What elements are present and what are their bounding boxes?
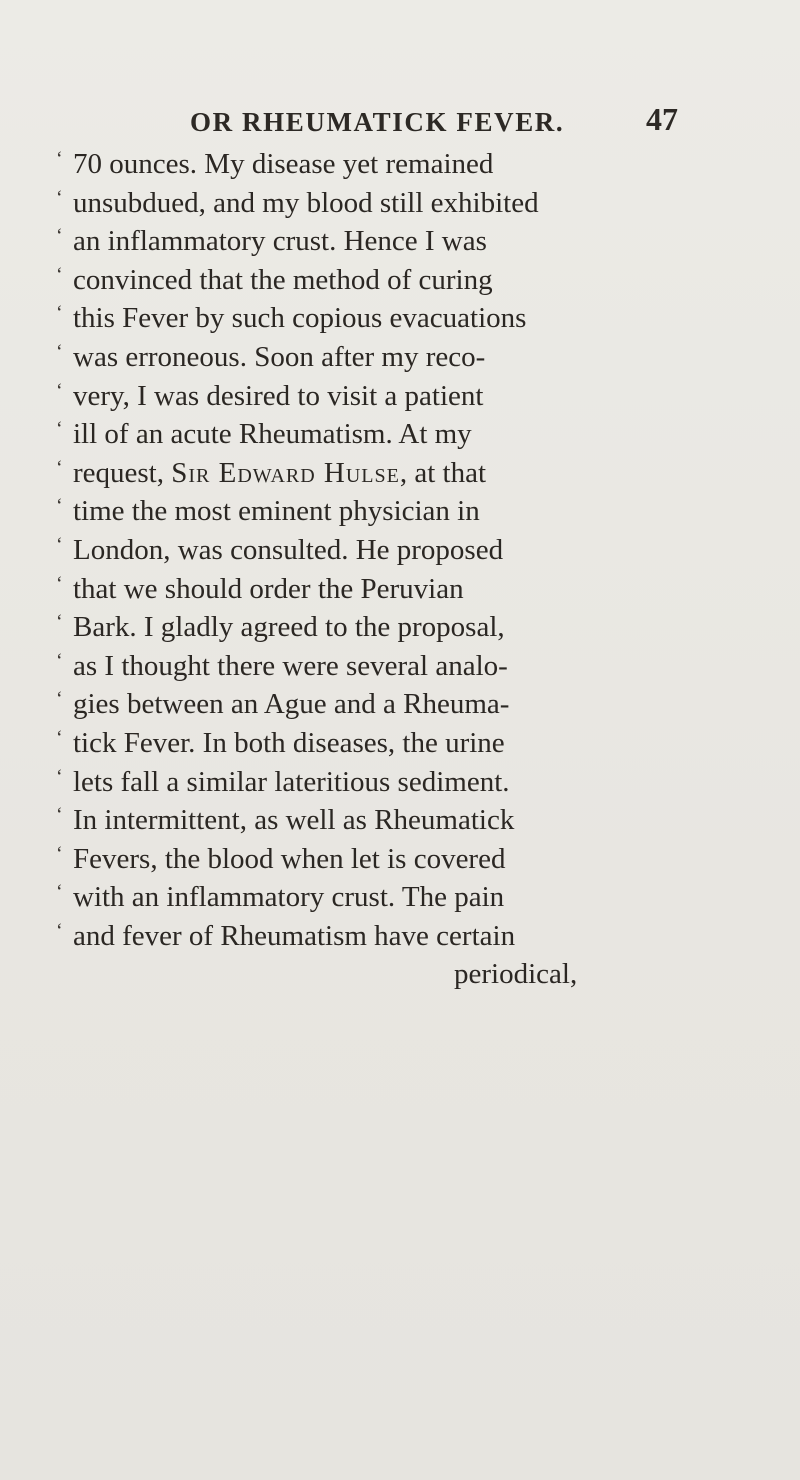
line-text: time the most eminent physician in	[73, 495, 480, 528]
text-line	[56, 878, 746, 917]
text-line	[56, 685, 746, 724]
quotation-mark: ‘	[56, 765, 63, 788]
quotation-mark: ‘	[56, 842, 63, 865]
line-text: London, was consulted. He proposed	[73, 533, 504, 566]
line-text: In intermittent, as well as Rheumatick	[73, 804, 515, 837]
text-line	[56, 917, 746, 956]
line-text: unsubdued, and my blood still exhibited	[73, 186, 539, 219]
line-text: as I thought there were several analo-	[73, 649, 508, 682]
line-text: very, I was desired to visit a patient	[73, 379, 484, 412]
quotation-mark: ‘	[56, 688, 63, 711]
text-line	[56, 840, 746, 879]
text-line	[56, 608, 746, 647]
text-line	[56, 763, 746, 802]
quotation-mark: ‘	[56, 572, 63, 595]
running-head: OR RHEUMATICK FEVER.	[190, 107, 565, 137]
text-line	[56, 222, 746, 261]
quotation-mark: ‘	[56, 881, 63, 904]
catchword-line	[56, 955, 746, 994]
catchword: periodical,	[454, 958, 578, 991]
quotation-mark: ‘	[56, 919, 63, 942]
text-line	[56, 531, 746, 570]
text-line	[56, 570, 746, 609]
body-text	[56, 145, 746, 994]
text-line	[56, 184, 746, 223]
quotation-mark: ‘	[56, 804, 63, 827]
person-name: Sir Edward Hulse	[171, 456, 400, 489]
page-number: 47	[646, 101, 678, 137]
line-text: an inflammatory crust. Hence I was	[73, 225, 487, 258]
line-text: 70 ounces. My disease yet remained	[73, 148, 494, 180]
line-text: ill of an acute Rheumatism. At my	[73, 418, 472, 451]
line-text-before: request,	[73, 456, 172, 489]
line-text: gies between an Ague and a Rheuma-	[73, 688, 510, 721]
quotation-mark: ‘	[56, 418, 63, 441]
line-text: Fevers, the blood when let is covered	[73, 842, 506, 875]
quotation-mark: ‘	[56, 148, 63, 170]
quotation-mark: ‘	[56, 611, 63, 634]
quotation-mark: ‘	[56, 649, 63, 672]
quotation-mark: ‘	[56, 225, 63, 248]
quotation-mark: ‘	[56, 263, 63, 286]
text-line	[56, 145, 746, 184]
line-text: and fever of Rheumatism have certain	[73, 919, 516, 952]
quotation-mark: ‘	[56, 186, 63, 209]
text-line	[56, 492, 746, 531]
line-text: convinced that the method of curing	[73, 263, 493, 296]
quotation-mark: ‘	[56, 302, 63, 325]
text-line	[56, 338, 746, 377]
line-text: was erroneous. Soon after my reco-	[73, 340, 486, 373]
line-text: with an inflammatory crust. The pain	[73, 881, 505, 914]
line-text: this Fever by such copious evacuations	[73, 302, 527, 335]
line-text-after: , at that	[399, 456, 487, 489]
quotation-mark: ‘	[56, 456, 63, 479]
text-line	[56, 801, 746, 840]
page-header	[0, 101, 800, 147]
text-line	[56, 724, 746, 763]
text-line	[56, 261, 746, 300]
quotation-mark: ‘	[56, 495, 63, 518]
text-line	[56, 415, 746, 454]
line-text: Bark. I gladly agreed to the proposal,	[73, 611, 505, 644]
quotation-mark: ‘	[56, 726, 63, 749]
text-line	[56, 299, 746, 338]
line-text: that we should order the Peruvian	[73, 572, 464, 605]
line-text: tick Fever. In both diseases, the urine	[73, 726, 505, 759]
text-line	[56, 454, 746, 493]
quotation-mark: ‘	[56, 533, 63, 556]
quotation-mark: ‘	[56, 379, 63, 402]
line-text	[73, 454, 486, 493]
quotation-mark: ‘	[56, 340, 63, 363]
text-line	[56, 647, 746, 686]
line-text: lets fall a similar lateritious sediment.	[73, 765, 510, 798]
text-line	[56, 377, 746, 416]
